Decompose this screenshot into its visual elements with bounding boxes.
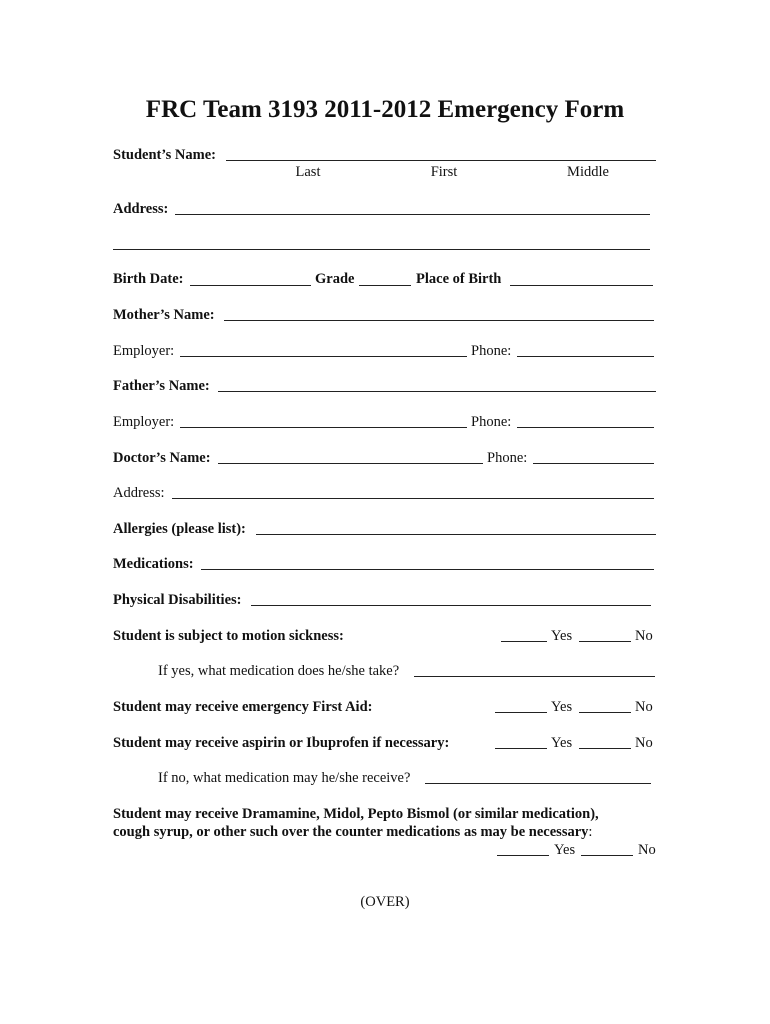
otc-no-line[interactable] — [581, 855, 633, 856]
aspirin-question: Student may receive aspirin or Ibuprofen if necessary: — [113, 735, 450, 751]
allergies-label: Allergies (please list): — [113, 521, 246, 537]
doctor-name-label: Doctor’s Name: — [113, 450, 211, 466]
motion-sickness-question: Student is subject to motion sickness: — [113, 628, 344, 644]
motion-medication-question: If yes, what medication does he/she take? — [158, 663, 400, 679]
over-footer: (OVER) — [360, 894, 410, 910]
mother-name-line[interactable] — [224, 320, 654, 321]
address-line-2[interactable] — [113, 249, 650, 250]
last-sublabel: Last — [295, 164, 321, 180]
medications-line[interactable] — [201, 569, 654, 570]
otc-question-line-1: Student may receive Dramamine, Midol, Pepto Bismol (or similar medication), — [113, 806, 599, 822]
form-title: FRC Team 3193 2011-2012 Emergency Form — [145, 96, 625, 123]
grade-line[interactable] — [359, 285, 411, 286]
aspirin-yes-label: Yes — [551, 735, 573, 751]
aspirin-alternative-line[interactable] — [425, 783, 651, 784]
doctor-phone-line[interactable] — [533, 463, 654, 464]
motion-no-label: No — [635, 628, 653, 644]
aspirin-no-label: No — [635, 735, 653, 751]
aspirin-yes-line[interactable] — [495, 748, 547, 749]
otc-question-line-2-wrap — [113, 823, 592, 841]
motion-yes-label: Yes — [551, 628, 573, 644]
student-name-line[interactable] — [226, 160, 656, 161]
doctor-address-line[interactable] — [172, 498, 654, 499]
first-aid-question: Student may receive emergency First Aid: — [113, 699, 373, 715]
first-aid-yes-line[interactable] — [495, 712, 547, 713]
first-aid-no-line[interactable] — [579, 712, 631, 713]
place-of-birth-label: Place of Birth — [416, 271, 502, 287]
motion-yes-line[interactable] — [501, 641, 547, 642]
physical-disabilities-label: Physical Disabilities: — [113, 592, 242, 608]
mother-phone-label: Phone: — [471, 343, 512, 359]
birth-date-label: Birth Date: — [113, 271, 184, 287]
father-name-line[interactable] — [218, 391, 656, 392]
address-label: Address: — [113, 201, 169, 217]
motion-medication-line[interactable] — [414, 676, 655, 677]
aspirin-no-line[interactable] — [579, 748, 631, 749]
doctor-name-line[interactable] — [218, 463, 483, 464]
otc-question-line-2: cough syrup, or other such over the counter medications as may be necessary — [113, 824, 589, 840]
allergies-line[interactable] — [256, 534, 656, 535]
mother-phone-line[interactable] — [517, 356, 654, 357]
grade-label: Grade — [315, 271, 355, 287]
address-line-1[interactable] — [175, 214, 650, 215]
otc-question-colon: : — [588, 824, 593, 840]
doctor-phone-label: Phone: — [487, 450, 528, 466]
doctor-address-label: Address: — [113, 485, 165, 501]
father-name-label: Father’s Name: — [113, 378, 210, 394]
father-employer-line[interactable] — [180, 427, 467, 428]
father-employer-label: Employer: — [113, 414, 175, 430]
middle-sublabel: Middle — [567, 164, 609, 180]
mother-employer-label: Employer: — [113, 343, 175, 359]
father-phone-label: Phone: — [471, 414, 512, 430]
otc-yes-line[interactable] — [497, 855, 549, 856]
mother-name-label: Mother’s Name: — [113, 307, 215, 323]
otc-yes-label: Yes — [554, 842, 576, 858]
place-of-birth-line[interactable] — [510, 285, 653, 286]
birth-date-line[interactable] — [190, 285, 311, 286]
mother-employer-line[interactable] — [180, 356, 467, 357]
medications-label: Medications: — [113, 556, 194, 572]
motion-no-line[interactable] — [579, 641, 631, 642]
first-aid-no-label: No — [635, 699, 653, 715]
aspirin-alternative-question: If no, what medication may he/she receive? — [158, 770, 411, 786]
physical-disabilities-line[interactable] — [251, 605, 651, 606]
first-sublabel: First — [430, 164, 458, 180]
father-phone-line[interactable] — [517, 427, 654, 428]
first-aid-yes-label: Yes — [551, 699, 573, 715]
student-name-label: Student’s Name: — [113, 147, 216, 163]
otc-no-label: No — [638, 842, 656, 858]
